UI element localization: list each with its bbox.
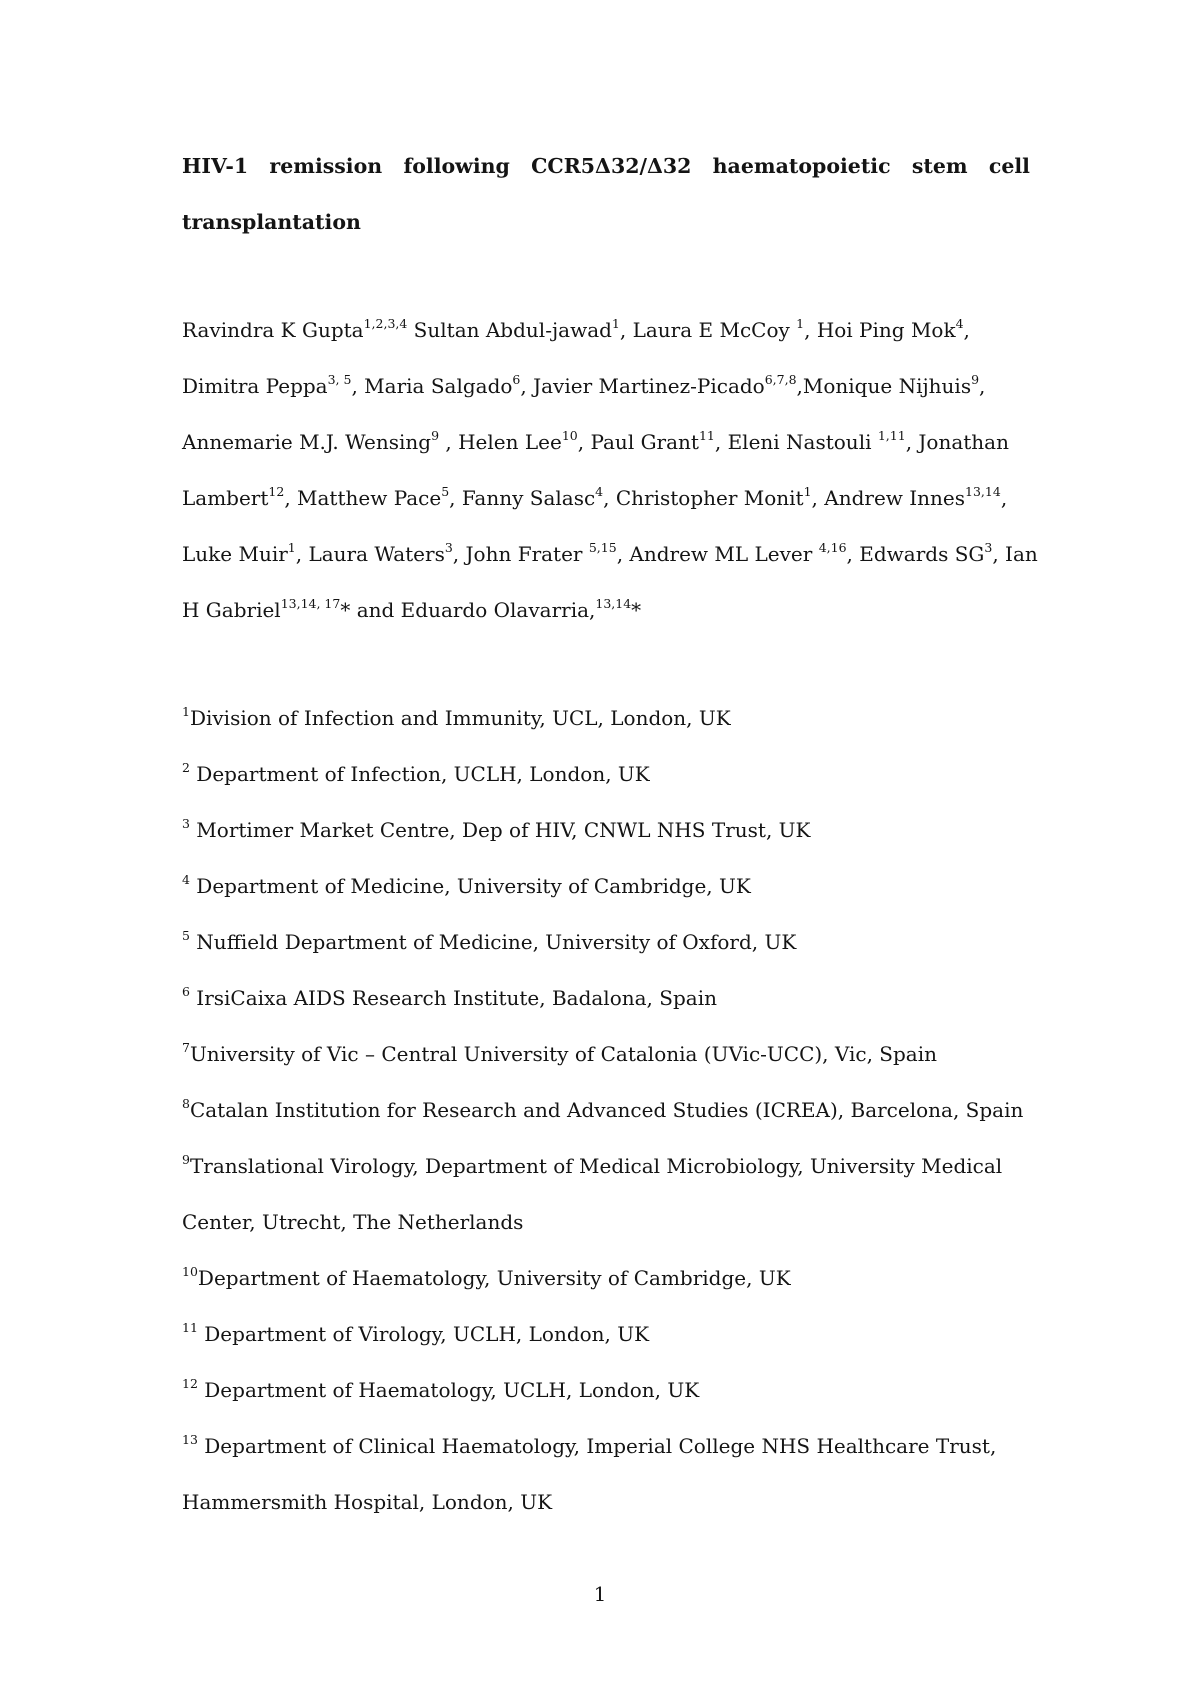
author-name: , Matthew Pace [284,486,442,510]
author-name: * and Eduardo Olavarria, [340,598,596,622]
author-name: Dimitra Peppa [182,374,328,398]
affiliation-marker: 4 [595,484,604,499]
affiliation-marker: 3, 5 [327,372,352,387]
affiliation-list [182,690,1042,1530]
author-name: Sultan Abdul-jawad [407,318,612,342]
affiliation-marker: 1 [287,540,296,555]
affiliation-item [182,746,1042,802]
affiliation-item [182,1418,1042,1474]
affiliation-marker: 13,14, 17 [280,596,341,611]
affiliation-marker: 13,14 [595,596,632,611]
author-name: , Andrew ML Lever [616,542,819,566]
affiliation-text: Department of Infection, UCLH, London, UK [189,762,650,786]
title-word: remission [269,154,383,178]
affiliation-item [182,1082,1042,1138]
affiliation-marker: 3 [984,540,993,555]
affiliation-number: 11 [182,1320,198,1335]
affiliation-number: 4 [182,872,190,887]
affiliation-text: Department of Haematology, UCLH, London, UK [197,1378,700,1402]
title-word: CCR5Δ32/Δ32 [531,154,692,178]
affiliation-marker: 5 [441,484,450,499]
author-name: , Paul Grant [577,430,699,454]
title-word: haematopoietic [712,154,891,178]
page-number: 1 [593,1582,607,1606]
affiliation-number: 7 [182,1040,190,1055]
affiliation-marker: 10 [561,428,578,443]
author-list [182,302,1042,638]
affiliation-marker: 5,15 [588,540,617,555]
affiliation-marker: 6,7,8 [764,372,797,387]
affiliation-text: IrsiCaixa AIDS Research Institute, Badalona, Spain [189,986,717,1010]
affiliation-marker: 1,11 [877,428,906,443]
affiliation-marker: 11 [698,428,715,443]
author-name: , Laura Waters [295,542,445,566]
affiliation-number: 5 [182,928,190,943]
author-name: ,Monique Nijhuis [796,374,972,398]
affiliation-text: Department of Clinical Haematology, Imperial College NHS Healthcare Trust, [197,1434,997,1458]
affiliation-marker: 12 [268,484,285,499]
affiliation-number: 12 [182,1376,198,1391]
author-name: , Jonathan [905,430,1009,454]
author-name: , Andrew Innes [811,486,966,510]
author-name: , Fanny Salasc [449,486,596,510]
affiliation-text: Catalan Institution for Research and Advanced Studies (ICREA), Barcelona, Spain [189,1098,1024,1122]
author-name: , Eleni Nastouli [714,430,878,454]
author-name: Luke Muir [182,542,288,566]
affiliation-item [182,858,1042,914]
affiliation-item [182,1138,1042,1194]
affiliation-marker: 6 [512,372,521,387]
affiliation-marker: 9 [971,372,980,387]
affiliation-item [182,914,1042,970]
affiliation-text: Department of Haematology, University of Cambridge, UK [197,1266,791,1290]
affiliation-item [182,1026,1042,1082]
affiliation-text: Nuffield Department of Medicine, University of Oxford, UK [189,930,797,954]
title-line-2: transplantation [182,210,361,234]
author-name: , Hoi Ping Mok [804,318,956,342]
affiliation-marker: 3 [444,540,453,555]
affiliation-text: Mortimer Market Centre, Dep of HIV, CNWL NHS Trust, UK [189,818,811,842]
author-name: , [963,318,970,342]
author-name: , Maria Salgado [351,374,513,398]
author-name: , John Frater [452,542,589,566]
affiliation-number: 6 [182,984,190,999]
author-name: , [1000,486,1008,510]
author-name: , Javier Martinez-Picado [520,374,765,398]
affiliation-text: Division of Infection and Immunity, UCL, London, UK [189,706,731,730]
affiliation-marker: 4,16 [818,540,847,555]
author-name: , Edwards SG [846,542,985,566]
author-line [182,582,1042,638]
affiliation-number: 13 [182,1432,198,1447]
author-name: , [979,374,986,398]
author-line [182,526,1042,582]
affiliation-number: 1 [182,704,190,719]
affiliation-text: Translational Virology, Department of Medical Microbiology, University Medical [189,1154,1003,1178]
affiliation-marker: 13,14 [965,484,1001,499]
author-line [182,358,1042,414]
affiliation-item [182,802,1042,858]
affiliation-item [182,1362,1042,1418]
affiliation-number: 8 [182,1096,190,1111]
author-name: Annemarie M.J. Wensing [182,430,432,454]
affiliation-marker: 1 [803,484,812,499]
author-name: * [631,598,642,622]
author-line [182,414,1042,470]
affiliation-text: Center, Utrecht, The Netherlands [182,1210,524,1234]
affiliation-item [182,690,1042,746]
affiliation-item [182,970,1042,1026]
author-name: Ravindra K Gupta [182,318,364,342]
author-name: , Christopher Monit [603,486,804,510]
affiliation-marker: 4 [955,316,964,331]
affiliation-text: Hammersmith Hospital, London, UK [182,1490,553,1514]
affiliation-text: Department of Virology, UCLH, London, UK [197,1322,650,1346]
affiliation-number: 3 [182,816,190,831]
title-word: stem [911,154,968,178]
author-name: , Laura E McCoy [619,318,797,342]
title-line-1 [182,138,1030,194]
affiliation-marker: 1 [796,316,805,331]
author-line [182,470,1042,526]
affiliation-text: Department of Medicine, University of Cambridge, UK [189,874,751,898]
affiliation-number: 9 [182,1152,190,1167]
author-name: Lambert [182,486,269,510]
affiliation-number: 2 [182,760,190,775]
author-name: H Gabriel [182,598,281,622]
affiliation-text: University of Vic – Central University of Catalonia (UVic-UCC), Vic, Spain [189,1042,937,1066]
affiliation-marker: 9 [431,428,440,443]
title-word: cell [988,154,1030,178]
author-line [182,302,1042,358]
paper-title [182,138,1030,250]
affiliation-number: 10 [182,1264,198,1279]
author-name: , Helen Lee [439,430,562,454]
affiliation-marker: 1 [611,316,620,331]
affiliation-item [182,1194,1042,1250]
affiliation-marker: 1,2,3,4 [363,316,408,331]
author-name: , Ian [992,542,1038,566]
title-word: following [403,154,510,178]
affiliation-item [182,1250,1042,1306]
title-word: HIV-1 [182,154,249,178]
affiliation-item [182,1306,1042,1362]
affiliation-item [182,1474,1042,1530]
